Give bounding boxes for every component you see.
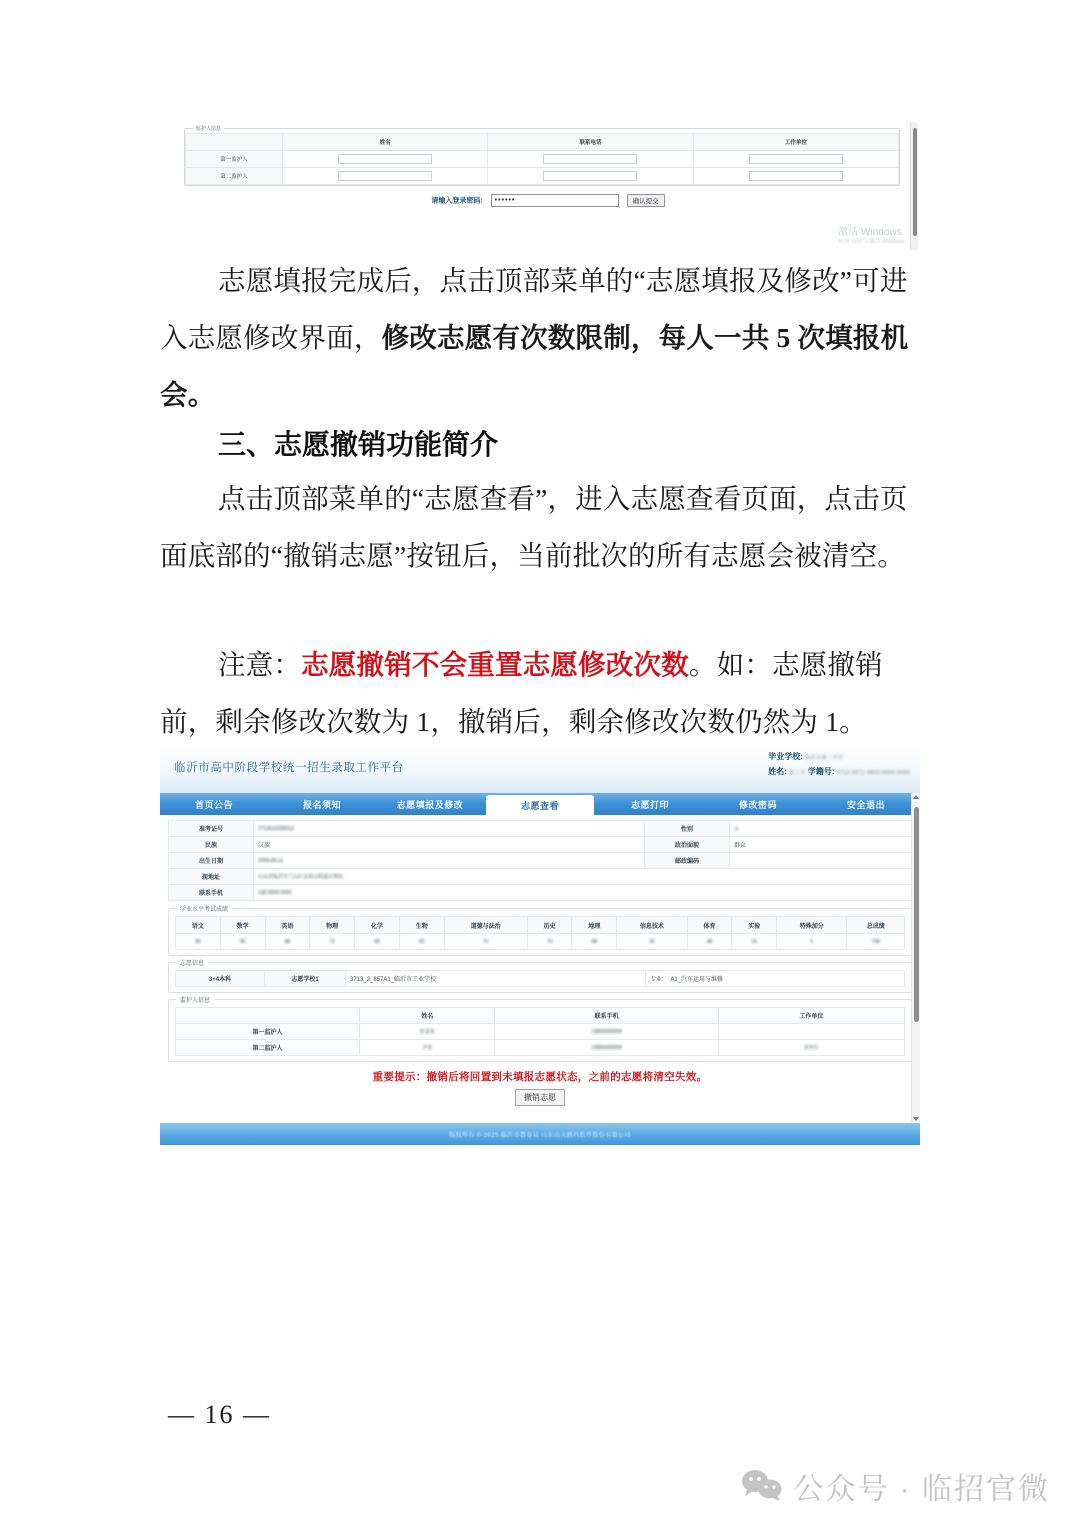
guardian-info-table <box>175 1007 905 1056</box>
scores-header-row <box>176 917 905 934</box>
note-prefix: 注意： <box>218 649 302 680</box>
exam-number-value: 3713010200012 <box>254 821 645 837</box>
guardian2-row-label: 第二监护人 <box>176 1040 360 1056</box>
nav-item-view-volunteer[interactable]: 志愿查看 <box>486 795 594 815</box>
volunteer-info-legend: 志愿信息 <box>176 958 208 967</box>
col-phone: 联系电话 <box>488 134 693 151</box>
score-header-experiment: 实验 <box>732 917 777 934</box>
wechat-watermark <box>741 1464 1050 1508</box>
table-row <box>176 971 905 987</box>
postal-code-value <box>730 853 912 869</box>
table-row <box>169 885 912 901</box>
guardian1-phone-cell <box>488 151 693 168</box>
nav-item-instructions[interactable]: 报名须知 <box>302 799 341 810</box>
score-header-english: 英语 <box>265 917 310 934</box>
paragraph-1-part-a: 志愿填报完成后，点击顶部菜单的“志愿填报及修改”可进入志愿修改界面， <box>160 265 908 353</box>
guardian-info-fieldset <box>168 999 912 1062</box>
score-header-chemistry: 化学 <box>355 917 400 934</box>
volunteer-batch-label: 3+4本科 <box>176 971 265 987</box>
table-row <box>169 869 912 885</box>
wechat-icon <box>741 1469 783 1503</box>
nav-item-print[interactable]: 志愿打印 <box>630 799 669 810</box>
score-header-physics: 物理 <box>310 917 355 934</box>
table-row <box>176 1024 905 1040</box>
password-label: 请输入登录密码: <box>431 197 483 205</box>
embedded-screenshot-bottom <box>160 745 920 1145</box>
score-header-pe: 体育 <box>687 917 732 934</box>
guardian1-work-input[interactable] <box>749 154 843 164</box>
guardian2-phone-input[interactable] <box>543 171 637 181</box>
volunteer-slot-label: 志愿学校1 <box>265 971 346 987</box>
page-body <box>160 815 920 1123</box>
address-label: 现地址 <box>169 869 254 885</box>
academic-scores-legend: 学业水平考试成绩 <box>176 904 232 913</box>
student-name-value: 张三丰 <box>789 770 806 776</box>
col-name: 姓名 <box>283 134 488 151</box>
academic-scores-table <box>175 916 905 950</box>
guardian-col-name: 姓名 <box>360 1008 495 1024</box>
important-warning-text: 重要提示：撤销后将回置到未填报志愿状态，之前的志愿将清空失效。 <box>372 1071 708 1083</box>
guardian-fieldset-top <box>184 128 900 186</box>
table-row <box>176 1040 905 1056</box>
graduation-school-value: 临沂市第二中学 <box>805 755 844 761</box>
score-header-bonus: 特殊加分 <box>777 917 847 934</box>
guardian2-label: 第二监护人 <box>186 168 283 185</box>
guardian1-phone-input[interactable] <box>543 154 637 164</box>
political-status-label: 政治面貌 <box>645 837 730 853</box>
nav-item-change-password[interactable]: 修改密码 <box>738 799 777 810</box>
paragraph-2: 点击顶部菜单的“志愿查看”，进入志愿查看页面，点击页面底部的“撤销志愿”按钮后，当前批次的所有志愿会被清空。 <box>160 483 908 571</box>
student-id-label: 学籍号: <box>807 767 835 776</box>
gender-value: 女 <box>730 821 912 837</box>
platform-title: 临沂市高中阶段学校统一招生录取工作平台 <box>174 762 404 774</box>
table-row <box>186 168 899 185</box>
score-header-history: 历史 <box>527 917 572 934</box>
score-header-it: 信息技术 <box>617 917 687 934</box>
scrollbar-top-screenshot[interactable] <box>910 122 918 250</box>
political-status-value: 群众 <box>730 837 912 853</box>
nav-item-logout[interactable]: 安全退出 <box>846 799 885 810</box>
volunteer-school-value: 3713_2_857A1_临沂市工业学校 <box>346 971 646 987</box>
paragraph-1-container <box>160 252 922 423</box>
guardian1-name-cell <box>283 151 488 168</box>
address-value: 山东省临沂市兰山区金雀山街道办事处 <box>254 869 912 885</box>
volunteer-major-label: 专业: <box>650 977 664 983</box>
paragraph-3 <box>160 636 922 750</box>
mobile-value: 138 0000 0000 <box>254 885 912 901</box>
guardian1-work <box>718 1024 904 1040</box>
nav-item-fill-and-modify[interactable]: 志愿填报及修改 <box>396 799 464 810</box>
volunteer-info-table <box>175 970 905 987</box>
paragraph-2-container <box>160 470 922 584</box>
table-header-row <box>186 134 899 151</box>
scroll-up-arrow-icon[interactable] <box>913 795 919 799</box>
guardian-col-blank <box>176 1008 360 1024</box>
score-value-pe: 48 <box>687 934 732 950</box>
scores-value-row <box>176 934 905 950</box>
guardian-info-legend: 监护人信息 <box>176 995 214 1004</box>
score-header-geography: 地理 <box>572 917 617 934</box>
score-value-total: 708 <box>847 934 905 950</box>
table-row <box>169 837 912 853</box>
guardian2-phone: 13900000000 <box>495 1040 718 1056</box>
academic-scores-fieldset <box>168 908 912 956</box>
page-number: — 16 — <box>168 1400 271 1429</box>
score-value-math: 90 <box>220 934 265 950</box>
score-value-biology: 65 <box>399 934 444 950</box>
windows-watermark-line1: 激活 Windows <box>838 227 902 238</box>
guardian-col-work: 工作单位 <box>718 1008 904 1024</box>
password-submit-row <box>178 194 918 207</box>
score-value-bonus: 5 <box>777 934 847 950</box>
score-header-total: 总成绩 <box>847 917 905 934</box>
score-value-geography: 68 <box>572 934 617 950</box>
password-input[interactable]: •••••• <box>491 194 619 207</box>
gender-label: 性别 <box>645 821 730 837</box>
wechat-watermark-text: 公众号 · 临招官微 <box>793 1473 1050 1506</box>
volunteer-major-value: A1_汽车运用与维修 <box>670 977 724 983</box>
note-red-emphasis: 志愿撤销不会重置志愿修改次数 <box>301 649 689 680</box>
score-value-chemistry: 68 <box>355 934 400 950</box>
scrollbar-bottom-screenshot[interactable] <box>911 793 920 1123</box>
mobile-label: 联系手机 <box>169 885 254 901</box>
volunteer-info-fieldset <box>168 962 912 993</box>
windows-watermark-line2: 转到"设置"以激活 Windows。 <box>838 239 910 245</box>
score-value-english: 88 <box>265 934 310 950</box>
paragraph-1 <box>160 252 922 423</box>
score-value-history: 70 <box>527 934 572 950</box>
guardian2-work-cell <box>693 168 898 185</box>
platform-footer <box>160 1123 920 1145</box>
guardian-table-top <box>185 133 899 185</box>
score-value-experiment: 20 <box>732 934 777 950</box>
guardian1-work-cell <box>693 151 898 168</box>
graduation-school-label: 毕业学校: <box>768 752 803 761</box>
guardian1-row-label: 第一监护人 <box>176 1024 360 1040</box>
table-row <box>186 151 899 168</box>
score-value-physics: 72 <box>310 934 355 950</box>
windows-activation-watermark <box>838 227 910 246</box>
guardian2-name-input[interactable] <box>338 171 432 181</box>
guardian1-phone: 13800000000 <box>495 1024 718 1040</box>
col-work: 工作单位 <box>693 134 898 151</box>
nav-item-home[interactable]: 首页公告 <box>194 799 233 810</box>
table-header-row <box>176 1008 905 1024</box>
paragraph-1-part-b-bold: 修改志愿有次数限制，每人一共 5 次填报机会。 <box>160 322 909 410</box>
score-header-math: 数学 <box>220 917 265 934</box>
copyright-text: 版权所有 © 2025 临沂市教育局 山东山大鸥玛软件股份有限公司 <box>449 1132 631 1139</box>
table-row <box>169 853 912 869</box>
volunteer-major-cell <box>646 971 905 987</box>
score-value-morality-law: 72 <box>444 934 527 950</box>
guardian-legend-top: 监护人信息 <box>193 125 224 132</box>
heading-3-container <box>160 418 922 474</box>
guardian2-name-cell <box>283 168 488 185</box>
birth-date-value: 2009-08-11 <box>254 853 645 869</box>
paragraph-3-container <box>160 636 922 750</box>
cancel-volunteer-button[interactable]: 撤销志愿 <box>515 1089 565 1106</box>
col-blank <box>186 134 283 151</box>
confirm-submit-button[interactable]: 确认提交 <box>627 194 665 207</box>
student-name-label: 姓名: <box>768 767 787 776</box>
graduation-school-row <box>768 750 910 765</box>
guardian2-work-input[interactable] <box>749 171 843 181</box>
table-row <box>169 821 912 837</box>
guardian1-name: 张某某 <box>360 1024 495 1040</box>
ethnicity-label: 民族 <box>169 837 254 853</box>
exam-number-label: 准考证号 <box>169 821 254 837</box>
platform-header <box>160 745 920 793</box>
scroll-down-arrow-icon[interactable] <box>913 1117 919 1121</box>
guardian1-name-input[interactable] <box>338 154 432 164</box>
score-value-it: 30 <box>617 934 687 950</box>
main-navigation <box>160 793 920 815</box>
ethnicity-value: 汉族 <box>254 837 645 853</box>
guardian2-name: 李某 <box>360 1040 495 1056</box>
score-header-morality-law: 道德与法治 <box>444 917 527 934</box>
birth-date-label: 出生日期 <box>169 853 254 869</box>
guardian-col-phone: 联系手机 <box>495 1008 718 1024</box>
score-header-biology: 生物 <box>399 917 444 934</box>
student-identity-block <box>768 750 910 780</box>
note-suffix: 。如：志愿撤销前，剩余修改次数为 1，撤销后，剩余修改次数仍然为 1。 <box>160 649 883 737</box>
guardian2-phone-cell <box>488 168 693 185</box>
student-name-row <box>768 765 910 780</box>
student-id-value: 3713 0071 0823 0000 0000 <box>836 770 910 776</box>
guardian2-work: 某单位 <box>718 1040 904 1056</box>
section-heading-3: 三、志愿撤销功能简介 <box>218 430 499 461</box>
basic-info-table <box>168 820 912 901</box>
score-header-chinese: 语文 <box>176 917 221 934</box>
postal-code-label: 邮政编码 <box>645 853 730 869</box>
embedded-screenshot-top <box>178 122 918 250</box>
score-value-chinese: 95 <box>176 934 221 950</box>
guardian1-label: 第一监护人 <box>186 151 283 168</box>
